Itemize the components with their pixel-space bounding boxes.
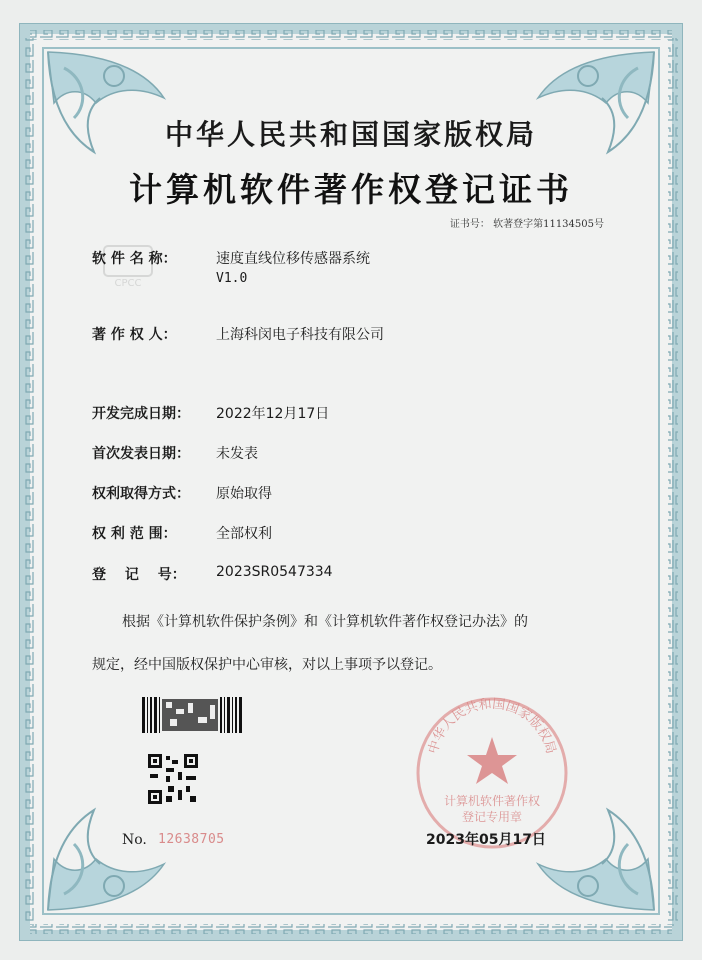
field-rights-scope <box>92 523 272 543</box>
serial-label: No. <box>122 832 147 848</box>
software-version: V1.0 <box>216 271 248 286</box>
field-label: 著 作 权 人： <box>92 327 177 343</box>
seal-outer-text: 中华人民共和国国家版权局 <box>425 696 559 756</box>
statement-line-2: 规定，经中国版权保护中心审核，对以上事项予以登记。 <box>92 657 442 673</box>
field-label: 首次发表日期： <box>92 446 190 462</box>
field-software-name <box>92 248 370 268</box>
field-label: 登 记 号： <box>92 567 186 583</box>
barcode-icon <box>142 697 242 733</box>
field-value: 未发表 <box>216 446 258 462</box>
field-registration-number <box>92 564 333 584</box>
field-value: 全部权利 <box>216 526 272 542</box>
svg-text:CPCC: CPCC <box>114 278 142 288</box>
qr-code-icon <box>148 754 198 804</box>
field-acquisition-method <box>92 483 272 503</box>
field-value: 2022年12月17日 <box>216 406 330 422</box>
field-value: 速度直线位移传感器系统 <box>216 251 370 267</box>
field-value: 2023SR0547334 <box>216 564 333 580</box>
issuer-title: 中华人民共和国国家版权局 <box>164 118 537 151</box>
field-label: 软 件 名 称： <box>92 251 177 267</box>
corner-ornament-icon <box>44 804 174 914</box>
serial-number: 12638705 <box>158 832 225 847</box>
field-value: 上海科闵电子科技有限公司 <box>216 327 384 343</box>
field-label: 权 利 范 围： <box>92 526 177 542</box>
field-completion-date <box>92 403 329 423</box>
statement-line-1: 根据《计算机软件保护条例》和《计算机软件著作权登记办法》的 <box>122 614 528 630</box>
seal-inner-line-2: 登记专用章 <box>461 810 523 824</box>
issue-date: 2023年05月17日 <box>426 832 546 848</box>
certificate-title: 计算机软件著作权登记证书 <box>129 170 573 209</box>
certificate-number: 证书号： 软著登字第11134505号 <box>449 219 604 230</box>
field-label: 权利取得方式： <box>92 486 190 502</box>
field-label: 开发完成日期： <box>92 406 190 422</box>
field-value: 原始取得 <box>216 486 272 502</box>
field-copyright-owner <box>92 324 384 344</box>
field-first-publication-date <box>92 443 258 463</box>
seal-inner-line-1: 计算机软件著作权 <box>443 794 541 808</box>
